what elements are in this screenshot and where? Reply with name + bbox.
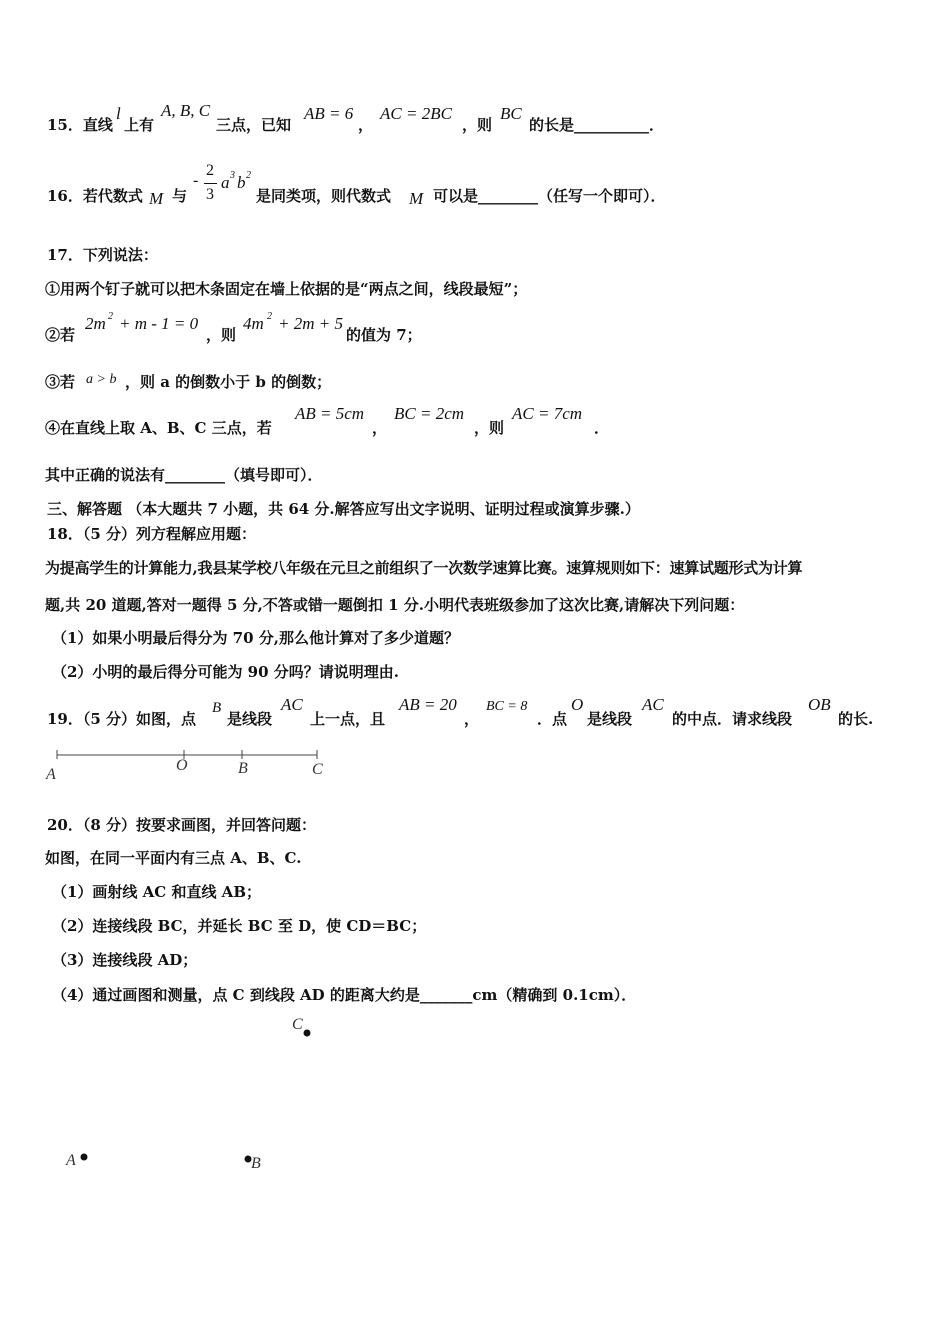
q19-suffix: 的长. <box>838 710 874 728</box>
q19-comma: ， <box>464 710 480 728</box>
q16-neg: - <box>193 172 199 189</box>
q18-paragraph-2: 题,共 20 道题,答对一题得 5 分,不答或错一题倒扣 1 分.小明代表班级参加了这次比赛,请解决下列问题： <box>45 596 745 614</box>
q19-ab: AB = 20 <box>399 695 457 714</box>
q20-step-4: （4）通过画图和测量，点 C 到线段 AD 的距离大约是_______cm（精确到 0.1cm）． <box>52 986 637 1004</box>
q17-s4-ac: AC = 7cm <box>512 404 583 423</box>
q18-paragraph-1: 为提高学生的计算能力,我县某学校八年级在元旦之前组织了一次数学速算比赛。速算规则如下：速算试题形式为计算 <box>45 559 803 577</box>
q17-s2-eq1-exp: 2 <box>108 311 113 322</box>
q18-title: 18．（5 分）列方程解应用题： <box>47 525 257 543</box>
q15-ab-eq: AB = 6 <box>304 104 354 123</box>
q17-s3-prefix: ③若 <box>45 373 76 391</box>
q15-comma: ， <box>358 116 374 134</box>
q20-title: 20．（8 分）按要求画图，并回答问题： <box>47 816 317 834</box>
q19-mid3: ．点 <box>537 710 568 728</box>
q15-ac-eq: AC = 2BC <box>380 104 452 123</box>
q17-s2-eq2b: + 2m + 5 <box>278 314 343 333</box>
q19-fig-label-B: B <box>238 760 248 777</box>
point-A <box>81 1154 88 1161</box>
q17-s4-ab: AB = 5cm <box>295 404 365 423</box>
q20-fig-label-C: C <box>292 1016 303 1033</box>
q16-suffix: 可以是________（任写一个即可）． <box>433 187 666 205</box>
q17-s2-eq1b: + m - 1 = 0 <box>119 314 199 333</box>
q19-segment-figure <box>40 745 340 790</box>
q18-ask-1: （1）如果小明最后得分为 70 分,那么他计算对了多少道题？ <box>52 629 459 647</box>
q18-ask-2: （2）小明的最后得分可能为 90 分吗？请说明理由. <box>52 663 399 681</box>
q19-fig-label-C: C <box>312 761 323 778</box>
q15-prefix: 15．直线 <box>47 116 113 134</box>
q20-intro: 如图，在同一平面内有三点 A、B、C. <box>45 849 302 867</box>
q19-bc: BC = 8 <box>486 699 528 714</box>
q17-s3-eq: a > b <box>86 372 117 387</box>
q19-fig-label-O: O <box>176 757 188 774</box>
q20-points-figure <box>60 1020 340 1180</box>
q20-fig-label-A: A <box>66 1152 76 1169</box>
q16-m1: M <box>149 189 164 208</box>
q16-mid2: 是同类项，则代数式 <box>256 187 392 205</box>
q15-mid3: ，则 <box>462 116 493 134</box>
q19-OB: OB <box>808 695 831 714</box>
q16-exp1: 3 <box>230 170 235 181</box>
q19-prefix: 19．（5 分）如图，点 <box>47 710 197 728</box>
q16-mid1: 与 <box>172 187 188 205</box>
q20-step-1: （1）画射线 AC 和直线 AB； <box>52 883 261 901</box>
q17-s4-mid: ，则 <box>474 419 505 437</box>
q19-mid1: 是线段 <box>227 710 273 728</box>
q15-mid1: 上有 <box>124 116 155 134</box>
q17-s4-bc: BC = 2cm <box>394 404 465 423</box>
q19-mid2: 上一点，且 <box>310 710 386 728</box>
q19-mid5: 的中点．请求线段 <box>672 710 793 728</box>
q17-s4-prefix: ④在直线上取 A、B、C 三点，若 <box>45 419 272 437</box>
q17-s2-mid: ，则 <box>206 326 237 344</box>
q17-s2-eq2-exp: 2 <box>267 311 272 322</box>
q19-AC: AC <box>281 695 303 714</box>
section-3-header: 三、解答题 （本大题共 7 小题，共 64 分.解答应写出文字说明、证明过程或演算步骤.） <box>47 500 640 518</box>
q17-s2-suffix: 的值为 7； <box>346 326 422 344</box>
q16-b: b <box>237 173 246 192</box>
q17-s2-eq1a: 2m <box>85 314 106 333</box>
q16-prefix: 16．若代数式 <box>47 187 143 205</box>
q15-points: A, B, C <box>161 101 211 120</box>
q15-mid2: 三点，已知 <box>216 116 292 134</box>
q19-mid4: 是线段 <box>587 710 633 728</box>
q17-conclusion: 其中正确的说法有________（填号即可）． <box>45 466 323 484</box>
q16-frac-bar <box>204 183 217 184</box>
q15-bc: BC <box>500 104 522 123</box>
q17-s4-end: ． <box>594 419 610 437</box>
q19-O: O <box>571 695 584 714</box>
q20-step-3: （3）连接线段 AD； <box>52 951 198 969</box>
q17-s3-suffix: ，则 a 的倒数小于 b 的倒数； <box>125 373 332 391</box>
q16-m2: M <box>409 189 424 208</box>
q17-s4-comma: ， <box>372 419 388 437</box>
q19-B: B <box>212 700 222 716</box>
q17-s2-prefix: ②若 <box>45 326 76 344</box>
q16-exp2: 2 <box>246 170 251 181</box>
q16-num: 2 <box>206 162 214 179</box>
q16-den: 3 <box>206 186 214 203</box>
q20-step-2: （2）连接线段 BC，并延长 BC 至 D，使 CD＝BC； <box>52 917 427 935</box>
q19-AC2: AC <box>642 695 664 714</box>
q17-s2-eq2a: 4m <box>243 314 264 333</box>
q17-title: 17．下列说法： <box>47 246 158 264</box>
q16-a: a <box>221 173 230 192</box>
point-C <box>304 1030 311 1037</box>
q15-line-l: l <box>116 104 121 123</box>
q17-statement-1: ①用两个钉子就可以把木条固定在墙上依据的是“两点之间，线段最短”； <box>45 280 528 298</box>
q19-fig-label-A: A <box>46 766 56 783</box>
q20-fig-label-B: B <box>251 1155 261 1172</box>
q15-suffix: 的长是__________． <box>529 116 665 134</box>
